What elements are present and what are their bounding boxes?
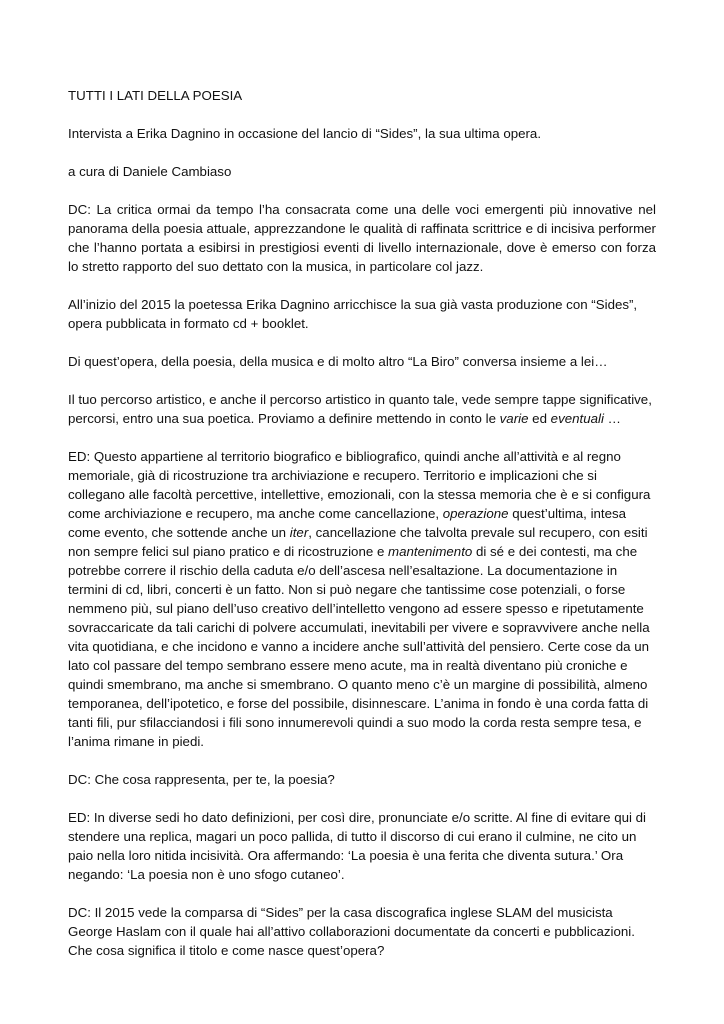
answer-2: ED: In diverse sedi ho dato definizioni, per così dire, pronunciate e/o scritte. Al fine di evitare qui di stendere una replica, magari un poco pallida, di tutto il discorso di cui erano il culmine, ne cito un paio nella loro nitida incisività. Ora affermando: ‘La poesia è una ferita che diventa sutura.’ Ora negando: ‘La poesia non è uno sfogo cutaneo’.: [68, 810, 646, 882]
question-1-end: …: [603, 411, 621, 426]
intro-conversation-paragraph: Di quest’opera, della poesia, della musica e di molto altro “La Biro” conversa insieme a lei…: [68, 354, 608, 369]
question-1: [68, 390, 656, 428]
question-3: DC: Il 2015 vede la comparsa di “Sides” per la casa discografica inglese SLAM del musicista George Haslam con il quale hai all’attivo collaborazioni documentate da concerti e pubblicazioni. Che cosa significa il titolo e come nasce quest’opera?: [68, 905, 635, 958]
question-1-text: Il tuo percorso artistico, e anche il percorso artistico in quanto tale, vede sempre tappe significative, percorsi, entro una sua poetica. Proviamo a definire mettendo in conto le: [68, 392, 652, 426]
italic-eventuali: eventuali: [550, 411, 604, 426]
answer-1-part-4: di sé e dei contesti, ma che potrebbe correre il rischio della caduta e/o dell’ascesa nell’esaltazione. La documentazione in termini di cd, libri, concerti è un fatto. Non si può negare che tantissime cose potenziali, o forse nemmeno più, sul piano dell’uso creativo dell’intelletto vengono ad essere spesso e ripetutamente sovraccaricate da tali carichi di polvere accumulati, inevitabili per vivere e sopravvivere anche nella vita quotidiana, e che incidono e vanno a incidere anche sull’attività del pensiero. Certe cose da un lato col passare del tempo sembrano essere meno acute, ma in realtà diventano più croniche e quindi smembrano, ma anche si smembrano. O quanto meno c’è un margine di possibilità, almeno temporanea, dell’ipotetico, e forse del possibile, disinnescare. L’anima in fondo è una corda fatta di tanti fili, pur sfilacciandosi i fili sono innumerevoli quindi a suo modo la corda resta sempre tesa, e l’anima rimane in piedi.: [68, 544, 650, 749]
italic-varie: varie: [499, 411, 529, 426]
italic-operazione: operazione: [442, 506, 509, 521]
answer-1-part-3: , cancellazione che talvolta prevale sul recupero, con esiti non sempre felici sul piano pratico e di ricostruzione e: [68, 525, 648, 559]
question-2: DC: Che cosa rappresenta, per te, la poesia?: [68, 772, 335, 787]
italic-iter: iter: [289, 525, 309, 540]
answer-1-part-1: ED: Questo appartiene al territorio biografico e bibliografico, quindi anche all’attività e al regno memoriale, già di ricostruzione tra archiviazione e recupero. Territorio e implicazioni che si collegano alle facoltà percettive, intellettive, emozionali, con la stessa memoria che è e si configura come archiviazione e recupero, ma anche come cancellazione,: [68, 449, 651, 521]
intro-question: DC: La critica ormai da tempo l’ha consacrata come una delle voci emergenti più innovative nel panorama della poesia attuale, apprezzandone le qualità di raffinata scrittrice e di incisiva performer che l’hanno portata a esibirsi in prestigiosi eventi di livello internazionale, dove è emerso con forza lo stretto rapporto del suo dettato con la musica, in particolare col jazz.: [68, 202, 656, 274]
document-title: TUTTI I LATI DELLA POESIA: [68, 88, 243, 103]
answer-1: [68, 447, 656, 751]
intro-2015-paragraph: All’inizio del 2015 la poetessa Erika Dagnino arricchisce la sua già vasta produzione con “Sides”, opera pubblicata in formato cd + booklet.: [68, 297, 638, 331]
answer-1-part-2: quest’ultima, intesa come evento, che sottende anche un: [68, 506, 627, 540]
byline: a cura di Daniele Cambiaso: [68, 164, 232, 179]
document-subtitle: Intervista a Erika Dagnino in occasione del lancio di “Sides”, la sua ultima opera.: [68, 126, 542, 141]
question-1-mid: ed: [528, 411, 551, 426]
italic-mantenimento: mantenimento: [388, 544, 473, 559]
